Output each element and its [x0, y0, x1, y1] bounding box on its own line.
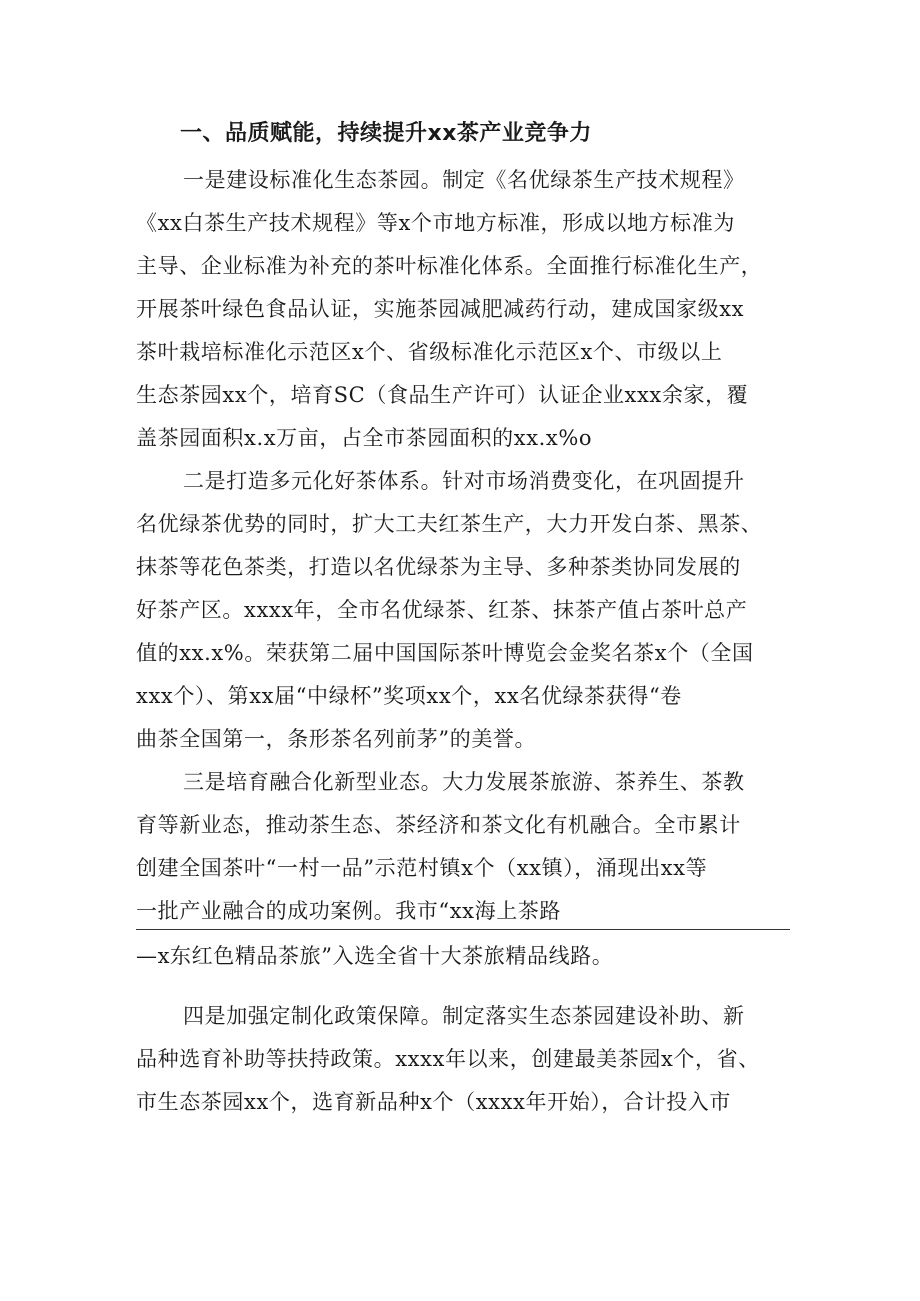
- paragraph-2-line-7: 曲茶全国第一，条形茶名列前茅”的美誉。: [136, 727, 537, 751]
- paragraph-1-line-1: 一是建设标准化生态茶园。制定《名优绿茶生产技术规程》: [183, 168, 745, 192]
- paragraph-4-line-3: 市生态茶园xx个，选育新品种x个（xxxx年开始），合计投入市: [136, 1090, 732, 1114]
- paragraph-2-line-5: 值的xx.x%。荣获第二届中国国际茶叶博览会金奖名茶x个（全国: [136, 641, 754, 665]
- paragraph-1-line-4: 开展茶叶绿色食品认证，实施茶园减肥减药行动，建成国家级xx: [136, 297, 745, 321]
- paragraph-2-line-1: 二是打造多元化好茶体系。针对市场消费变化，在巩固提升: [183, 469, 745, 493]
- horizontal-rule: [136, 929, 790, 930]
- paragraph-1-line-7: 盖茶园面积x.x万亩，占全市茶园面积的xx.x%o: [136, 426, 593, 450]
- paragraph-1-line-6: 生态茶园xx个，培育SC（食品生产许可）认证企业xxx余家，覆: [136, 383, 749, 407]
- paragraph-2-line-3: 抹茶等花色茶类，打造以名优绿茶为主导、多种茶类协同发展的: [136, 555, 741, 579]
- paragraph-1-line-3: 主导、企业标准为补充的茶叶标准化体系。全面推行标准化生产，: [136, 254, 763, 278]
- paragraph-3-line-4: 一批产业融合的成功案例。我市“xx海上茶路: [136, 899, 562, 923]
- paragraph-2-line-6: xxx个）、第xx届“中绿杯”奖项xx个，xx名优绿茶获得“卷: [136, 684, 682, 708]
- paragraph-2-line-4: 好茶产区。xxxx年，全市名优绿茶、红茶、抹茶产值占茶叶总产: [136, 598, 748, 622]
- paragraph-1-line-5: 茶叶栽培标准化示范区x个、省级标准化示范区x个、市级以上: [136, 340, 723, 364]
- paragraph-3-line-3: 创建全国茶叶“一村一品”示范村镇x个（xx镇），涌现出xx等: [136, 856, 708, 880]
- paragraph-2-line-2: 名优绿茶优势的同时，扩大工夫红茶生产，大力开发白茶、黑茶、: [136, 512, 763, 536]
- paragraph-4-line-2: 品种选育补助等扶持政策。xxxx年以来，创建最美茶园x个，省、: [136, 1047, 760, 1071]
- paragraph-3-line-2: 育等新业态，推动茶生态、茶经济和茶文化有机融合。全市累计: [136, 813, 741, 837]
- paragraph-4-line-1: 四是加强定制化政策保障。制定落实生态茶园建设补助、新: [183, 1004, 745, 1028]
- paragraph-1-line-2: 《xx白茶生产技术规程》等x个市地方标准，形成以地方标准为: [136, 211, 735, 235]
- section-heading: 一、品质赋能，持续提升xx茶产业竞争力: [180, 121, 592, 146]
- paragraph-3-line-5: —x东红色精品茶旅”入选全省十大茶旅精品线路。: [136, 944, 614, 968]
- paragraph-3-line-1: 三是培育融合化新型业态。大力发展茶旅游、茶养生、茶教: [183, 770, 745, 794]
